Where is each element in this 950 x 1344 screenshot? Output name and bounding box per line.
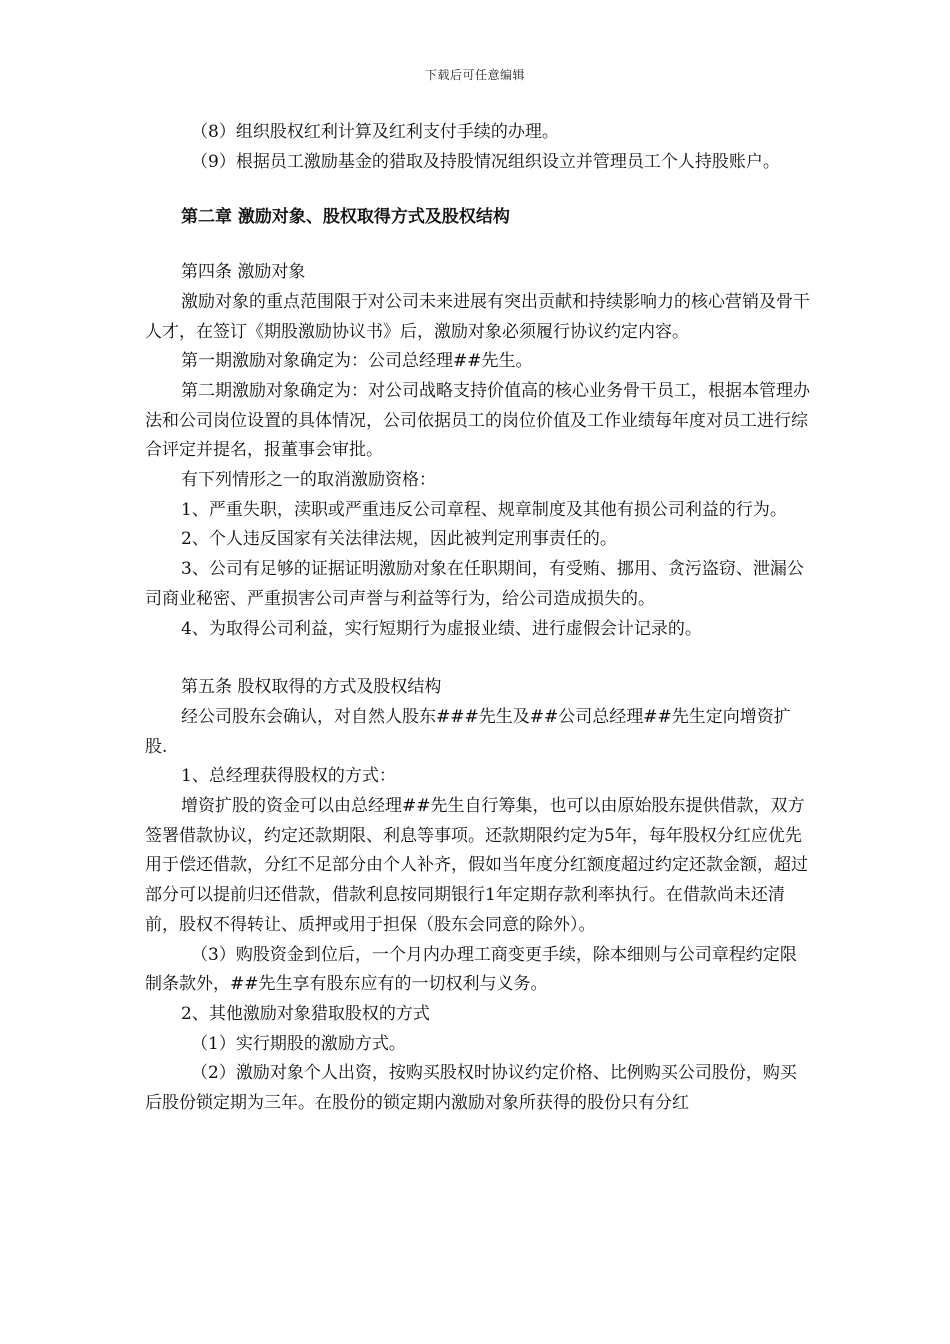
article-5-section-2: 2、其他激励对象猎取股权的方式 xyxy=(181,1003,430,1024)
article-5-section-1-item-3: （3）购股资金到位后，一个月内办理工商变更手续，除本细则与公司章程约定限制条款外，##先生享有股东应有的一切权利与义务。 xyxy=(145,944,797,995)
article-4-cancel-item-4: 4、为取得公司利益，实行短期行为虚报业绩、进行虚假会计记录的。 xyxy=(181,618,702,639)
article-5-section-2-item-1: （1）实行期股的激励方式。 xyxy=(191,1033,406,1054)
article-4-phase-1: 第一期激励对象确定为：公司总经理##先生。 xyxy=(181,351,533,372)
article-4-cancel-item-1: 1、严重失职，渎职或严重违反公司章程、规章制度及其他有损公司利益的行为。 xyxy=(181,499,787,520)
paragraph-item-9: （9）根据员工激励基金的猎取及持股情况组织设立并管理员工个人持股账户。 xyxy=(191,151,780,172)
spacer xyxy=(145,177,810,203)
spacer xyxy=(145,644,810,673)
spacer xyxy=(145,233,810,258)
header-note: 下载后可任意编辑 xyxy=(424,68,525,82)
article-5-body: 经公司股东会确认，对自然人股东###先生及##公司总经理##先生定向增资扩股. xyxy=(145,706,791,757)
article-4-cancel-intro: 有下列情形之一的取消激励资格： xyxy=(181,470,436,491)
article-5-section-1-body: 增资扩股的资金可以由总经理##先生自行筹集，也可以由原始股东提供借款，双方签署借款协议，约定还款期限、利息等事项。还款期限约定为5年，每年股权分红应优先用于偿还借款，分红不足部分由个人补齐，假如当年度分红额度超过约定还款金额，超过部分可以提前归还借款，借款利息按同期银行1年定期存款利率执行。在借款尚未还清前，股权不得转让、质押或用于担保（股东会同意的除外）。 xyxy=(145,796,808,935)
article-5-section-2-item-2: （2）激励对象个人出资，按购买股权时协议约定价格、比例购买公司股份，购买后股份锁定期为三年。在股份的锁定期内激励对象所获得的股份只有分红 xyxy=(145,1063,797,1114)
article-5-title: 第五条 股权取得的方式及股权结构 xyxy=(181,677,442,698)
article-4-cancel-item-3: 3、公司有足够的证据证明激励对象在任职期间，有受贿、挪用、贪污盗窃、泄漏公司商业秘密、严重损害公司声誉与利益等行为，给公司造成损失的。 xyxy=(145,559,804,609)
document-body xyxy=(145,118,810,1119)
article-4-body: 激励对象的重点范围限于对公司未来进展有突出贡献和持续影响力的核心营销及骨干人才，在签订《期股激励协议书》后，激励对象必须履行协议约定内容。 xyxy=(145,291,810,342)
article-4-phase-2: 第二期激励对象确定为：对公司战略支持价值高的核心业务骨干员工，根据本管理办法和公司岗位设置的具体情况，公司依据员工的岗位价值及工作业绩每年度对员工进行综合评定并提名，报董事会审批。 xyxy=(145,380,810,461)
article-4-cancel-item-2: 2、个人违反国家有关法律法规，因此被判定刑事责任的。 xyxy=(181,529,617,550)
article-4-title: 第四条 激励对象 xyxy=(181,262,306,283)
paragraph-item-8: （8）组织股权红利计算及红利支付手续的办理。 xyxy=(191,122,559,142)
chapter-heading: 第二章 激励对象、股权取得方式及股权结构 xyxy=(181,207,510,228)
article-5-section-1: 1、总经理获得股权的方式： xyxy=(181,766,396,787)
